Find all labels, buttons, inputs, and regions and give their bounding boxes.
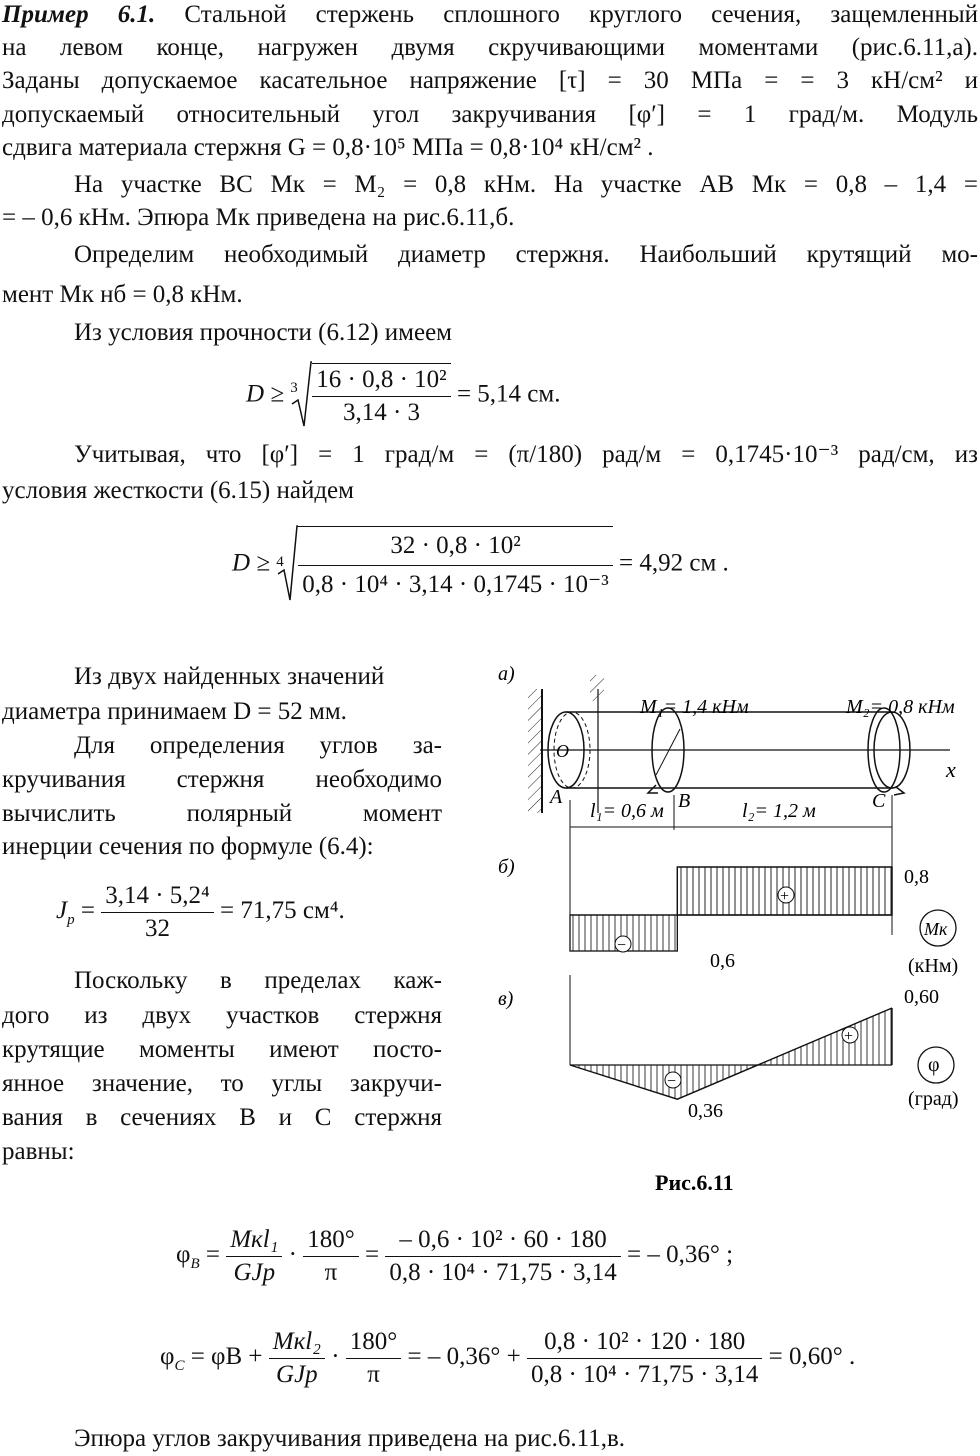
eq5-num3: 0,8 · 10² · 120 · 180 [527,1326,762,1359]
mk-value-neg: 0,6 [710,950,735,972]
eq1-rhs: = 5,14 см. [456,380,561,408]
eq5-rhs: = 0,60° . [768,1343,856,1371]
eq5-lhs-sub: C [174,1358,185,1375]
phi-value-b: 0,36 [688,1100,723,1122]
figure-6-11 [480,655,980,1205]
para1-line5: сдвига материала стержня G = 0,8·10⁵ МПа = 0,8·10⁴ кН/см² . [2,134,654,161]
eq5-den1: GJp [276,1361,318,1388]
eq4-den2: π [324,1259,338,1286]
mk-value-pos: 0,8 [904,866,929,888]
length-l2: l₂= 1,2 м [742,800,816,822]
left-col-line6: инерции сечения по формуле (6.4): [2,833,374,860]
last-line: Эпюра углов закручивания приведена на рис.6.11,в. [74,1425,626,1452]
left-col-line5: вычислить полярный момент [2,800,442,827]
minus-sign: − [617,937,627,954]
eq5-num2: 180° [346,1326,402,1359]
para1-line2: на левом конце, нагружен двумя скручивающими моментами (рис.6.11,а). [2,34,978,61]
phi-unit-symbol: φ [928,1054,940,1076]
axis-x-label: x [946,757,956,782]
eq2-root-index: 4 [276,554,284,570]
para2-line1: На участке BC Mк = M₂ = 0,8 кНм. На участке AB Mк = 0,8 – 1,4 = [74,171,978,198]
eq5-den3: 0,8 · 10⁴ · 71,75 · 3,14 [530,1361,759,1388]
eq2-radical [276,524,612,606]
left-col2-line5: вания в сечениях B и C стержня [2,1104,442,1131]
point-o: O [556,741,569,761]
eq3-denominator: 32 [144,915,170,942]
equation-strength [246,360,560,432]
left-col2-line3: крутящие моменты имеют посто- [2,1036,442,1063]
point-a: A [550,786,563,808]
phi-hatch [570,1008,892,1099]
length-l1: l₁= 0,6 м [590,800,664,822]
eq1-lhs: D ≥ [246,380,285,408]
eq3-numerator: 3,14 · 5,2⁴ [101,880,214,913]
left-col-line3: Для определения углов за- [74,732,442,759]
left-col-line2: диаметра принимаем D = 52 мм. [2,698,347,725]
left-col-line4: кручивания стержня необходимо [2,766,442,793]
torque-diagram [570,825,892,954]
label-v: в) [498,988,514,1010]
point-b: B [678,790,691,812]
para5-line2: условия жесткости (6.15) найдем [2,477,354,504]
para3-line2: мент Mк нб = 0,8 кНм. [2,281,243,308]
eq2-numerator: 32 · 0,8 · 10² [298,527,612,566]
eq4-rhs: = – 0,36° ; [627,1241,734,1269]
eq5-den2: π [367,1361,380,1388]
twist-diagram [570,975,892,1099]
label-b: б) [498,856,515,878]
eq2-lhs: D ≥ [232,549,271,577]
equation-phi-b: $\varphi_B$ = $\frac{\text{Mкl₁}}{\text{GJp}}$ · $\frac{180^\circ}{\pi}$ = $\frac{\text{– 0,6 · 10² · 60 · 180}}{\text{0,8 · 10⁴ · 71,75 · 3,14}}$ = – 0,36° ; [176,1224,733,1289]
wall-hatch [528,689,542,813]
eq5-num1: Mкl₂ [269,1326,325,1359]
left-col2-line2: дого из двух участков стержня [2,1002,442,1029]
eq4-den3: 0,8 · 10⁴ · 71,75 · 3,14 [389,1259,617,1286]
eq4-lhs-sub: B [190,1256,200,1273]
left-col-line1: Из двух найденных значений [74,663,385,690]
example-title: Пример 6.1. [2,1,156,28]
para1-line3: Заданы допускаемое касательное напряжение [τ] = 30 МПа = = 3 кН/см² и [2,67,978,94]
eq2-rhs: = 4,92 см . [619,549,729,577]
para3-line1: Определим необходимый диаметр стержня. Наибольший крутящий мо- [74,241,978,268]
equation-polar-moment: $J_p$ = $\frac{\text{3,14 · 5,2⁴}}{32}$ = 71,75 см⁴. [56,880,345,945]
eq5-mid: = φB + [190,1343,263,1371]
wall-hatch-top [590,675,604,701]
equation-phi-c: $\varphi_C = \varphi B$ + $\frac{\text{Mкl₂}}{\text{GJp}}$ · $\frac{180^\circ}{\pi}$ = – 0,36° + $\frac{\text{0,8 · 10² · 120 · 180}}{\text{0,8 · 10⁴ · 71,75 · 3,14}}$ = 0,60° . [160,1326,855,1391]
eq4-num3: – 0,6 · 10² · 60 · 180 [385,1224,620,1257]
eq5-lhs: φ [160,1343,175,1371]
phi-unit: (град) [908,1088,959,1110]
eq1-denominator: 3,14 · 3 [342,399,421,426]
mk-unit-symbol: Mк [924,919,948,939]
eq3-rhs: = 71,75 см⁴. [220,897,345,925]
phi-value-end: 0,60 [904,986,939,1008]
para1-line4: допускаемый относительный угол закручивания [φ′] = 1 град/м. Модуль [2,101,978,128]
eq3-lhs: J [56,897,68,925]
label-a: а) [498,663,515,685]
left-col2-line6: равны: [2,1138,75,1165]
eq2-denominator: 0,8 · 10⁴ · 3,14 · 0,1745 · 10⁻³ [302,571,609,598]
para5-line1: Учитывая, что [φ′] = 1 град/м = (π/180) рад/м = 0,1745·10⁻³ рад/см, из [74,441,978,468]
eq3-lhs-sub: p [67,912,75,929]
eq1-radical [290,360,450,432]
figure-caption: Рис.6.11 [655,1170,734,1195]
moment-m2-label: M₂= 0,8 кНм [846,696,955,718]
left-col2-line4: янное значение, то углы закручи- [2,1070,442,1097]
para1-line1-text: Стальной стержень сплошного круглого сечения, защемленный [184,1,979,28]
para1-line1 [2,0,978,30]
left-col2-line1: Поскольку в пределах каж- [74,967,442,994]
mk-unit: (кНм) [908,955,959,977]
plus-sign: + [780,888,790,905]
point-c: C [872,790,886,812]
eq4-lhs: φ [176,1241,191,1269]
para2-line2: = – 0,6 кНм. Эпюра Mк приведена на рис.6.11,б. [2,204,515,231]
eq1-numerator: 16 · 0,8 · 10² [312,364,450,397]
equation-stiffness [232,524,729,606]
eq4-num1: Mкl₁ [226,1224,282,1257]
phi-minus-sign: − [667,1073,677,1090]
eq5-mid2: = – 0,36° + [407,1343,521,1371]
eq4-den1: GJp [233,1259,276,1286]
eq1-root-index: 3 [290,380,298,396]
moment-m1-label: M₁= 1,4 кНм [640,696,749,718]
para4-line1: Из условия прочности (6.12) имеем [74,319,453,346]
phi-plus-sign: + [844,1028,854,1045]
eq4-num2: 180° [303,1224,359,1257]
